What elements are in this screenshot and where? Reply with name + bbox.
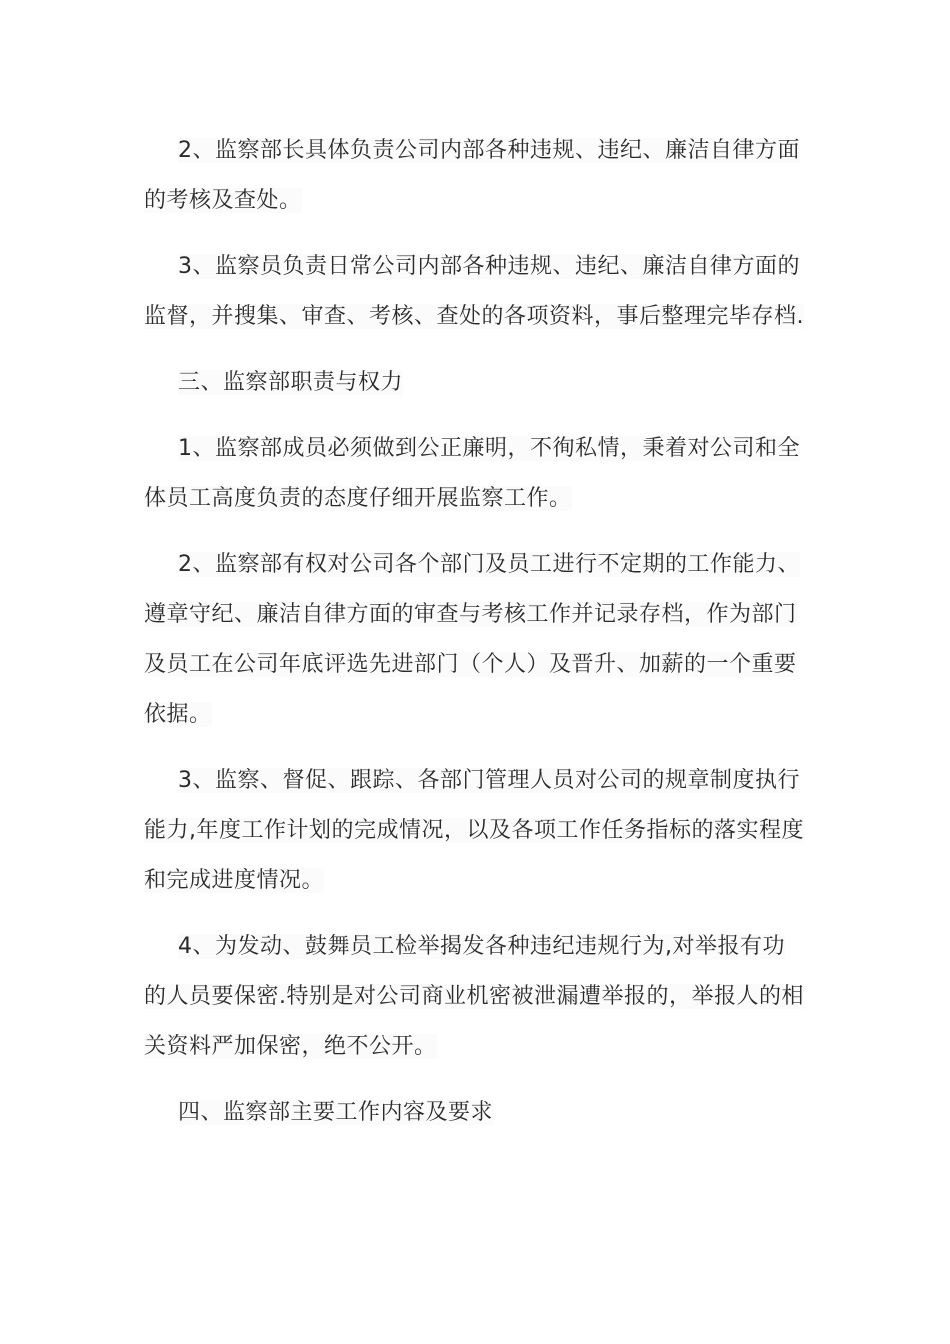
paragraph-text: 4、为发动、鼓舞员工检举揭发各种违纪违规行为,对举报有功的人员要保密.特别是对公司商业机密被泄漏遭举报的，举报人的相关资料严加保密，绝不公开。 (144, 934, 804, 1059)
paragraph-supervision (144, 756, 804, 906)
paragraph-integrity (144, 424, 804, 524)
paragraph-supervisor-duties (144, 126, 804, 226)
section-heading-responsibilities (144, 358, 804, 408)
heading-text: 四、监察部主要工作内容及要求 (178, 1100, 494, 1125)
paragraph-inspector-duties (144, 242, 804, 342)
paragraph-audit-rights (144, 540, 804, 740)
paragraph-text: 2、监察部有权对公司各个部门及员工进行不定期的工作能力、遵章守纪、廉洁自律方面的审查与考核工作并记录存档，作为部门及员工在公司年底评选先进部门（个人）及晋升、加薪的一个重要依据。 (144, 552, 800, 727)
paragraph-text: 3、监察、督促、跟踪、各部门管理人员对公司的规章制度执行能力,年度工作计划的完成情况，以及各项工作任务指标的落实程度和完成进度情况。 (144, 768, 804, 893)
paragraph-whistleblower (144, 922, 804, 1072)
paragraph-text: 1、监察部成员必须做到公正廉明，不徇私情，秉着对公司和全体员工高度负责的态度仔细开展监察工作。 (144, 436, 800, 511)
heading-text: 三、监察部职责与权力 (178, 370, 404, 395)
document-body (144, 126, 804, 1154)
section-heading-main-work (144, 1088, 804, 1138)
paragraph-text: 2、监察部长具体负责公司内部各种违规、违纪、廉洁自律方面的考核及查处。 (144, 138, 800, 213)
paragraph-text: 3、监察员负责日常公司内部各种违规、违纪、廉洁自律方面的监督，并搜集、审查、考核、查处的各项资料，事后整理完毕存档. (144, 254, 804, 329)
